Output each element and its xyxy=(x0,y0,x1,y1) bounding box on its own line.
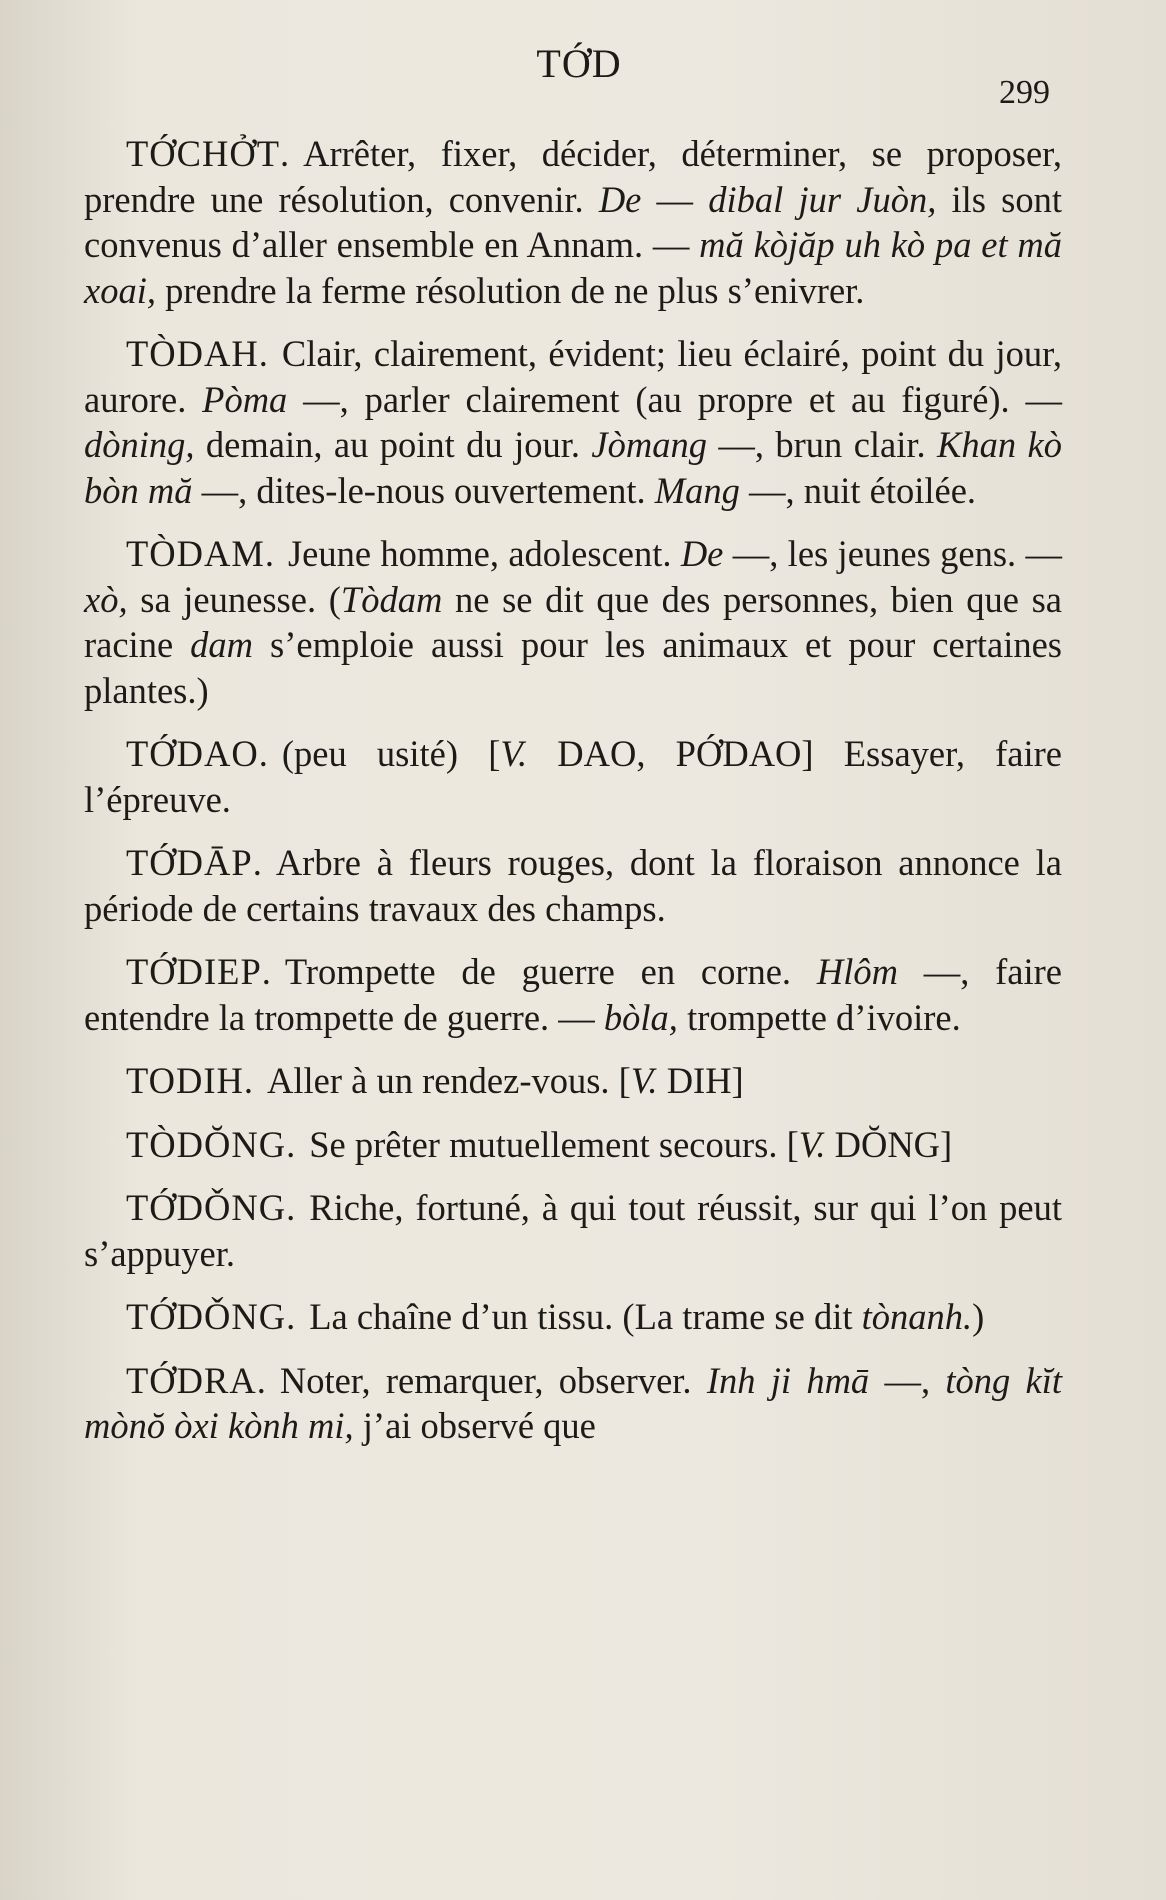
entry-text: —, xyxy=(869,1359,946,1401)
entry-text: (peu usité) [ xyxy=(281,733,501,774)
entry-text: DŎNG] xyxy=(825,1123,953,1165)
entry-text: Noter, remarquer, observer. xyxy=(279,1359,707,1401)
entry-italic-text: V. xyxy=(500,733,528,774)
entry-text: Arbre à fleurs rouges, dont la floraison annonce la période de certains travaux des champs. xyxy=(84,842,1062,929)
entry-text: DIH] xyxy=(657,1060,744,1101)
entry-headword: TỚDRA xyxy=(126,1359,257,1401)
dictionary-entry: TÒDŎNG. Se prêter mutuellement secours. [V. DŎNG] xyxy=(126,1123,953,1165)
entry-text: Aller à un rendez-vous. [ xyxy=(267,1060,631,1101)
entry-headword: TỚDIEP xyxy=(126,951,262,992)
page-number: 299 xyxy=(999,74,1050,111)
entry-text: —, les jeunes gens. — xyxy=(723,533,1062,574)
entry-headword: TÒDŎNG xyxy=(126,1123,287,1165)
entry-italic-text: mă kòjăp uh kò pa et mă xoai, xyxy=(84,224,1062,311)
entry-italic-text: Inh ji hmā xyxy=(706,1359,870,1401)
entry-italic-text: tònanh. xyxy=(861,1296,973,1337)
entry-text: Trompette de guerre en corne. xyxy=(284,951,817,992)
dictionary-entry: TODIH. Aller à un rendez-vous. [V. DIH] xyxy=(126,1060,744,1101)
entry-text: — xyxy=(641,178,709,220)
entry-text: —, nuit étoilée. xyxy=(739,469,977,511)
entry-text: trompette d’ivoire. xyxy=(677,996,961,1038)
entry-headword: TỚDǑNG xyxy=(126,1187,287,1228)
entry-text: DAO, PỚDAO] Essayer, faire l’épreuve. xyxy=(84,733,1062,820)
entry-headword: TỚDAO xyxy=(126,733,259,774)
dictionary-entry: TỚDĀP. Arbre à fleurs rouges, dont la floraison annonce la période de certains travaux des champs. xyxy=(84,842,1062,929)
entry-italic-text: Jòmang xyxy=(591,424,707,465)
entry-text: —, parler clairement (au propre et au figuré). — xyxy=(287,378,1062,420)
entry-text: Arrêter, fixer, décider, déterminer, se proposer, prendre une résolution, convenir. xyxy=(84,133,1062,220)
entry-text: s’emploie aussi pour les animaux et pour certaines plantes.) xyxy=(84,624,1062,711)
dictionary-entry: TỚDAO. (peu usité) [V. DAO, PỚDAO] Essayer, faire l’épreuve. xyxy=(84,733,1062,820)
entry-list xyxy=(84,131,1062,1449)
entry-text: —, brun clair. xyxy=(706,424,938,465)
entry-headword: TÒDAH xyxy=(126,333,259,374)
entry-italic-text: Mang xyxy=(654,469,740,511)
entry-text: ils sont convenus d’aller ensemble en Annam. — xyxy=(84,178,1063,265)
entry-text: La chaîne d’un tissu. (La trame se dit xyxy=(309,1296,862,1337)
dictionary-entry: TỚDRA. Noter, remarquer, observer. Inh ji hmā —, tòng kĭt mònŏ òxi kònh mi, j’ai observé que xyxy=(84,1359,1063,1446)
entry-headword: TỚDĀP xyxy=(126,842,253,883)
entry-headword: TỚCHỞT xyxy=(126,133,281,174)
dictionary-entry: TÒDAH. Clair, clairement, évident; lieu éclairé, point du jour, aurore. Pòma —, parler clairement (au propre et au figuré). — dòning, demain, au point du jour. Jòmang —, brun clair. Khan kò bòn mă —, dites-le-nous ouvertement. Mang —, nuit étoilée. xyxy=(84,333,1062,511)
entry-text: j’ai observé que xyxy=(353,1405,596,1446)
entry-text: —, dites-le-nous ouvertement. xyxy=(192,469,655,511)
entry-italic-text: tòng kĭt mònŏ òxi kònh mi, xyxy=(84,1359,1063,1446)
entry-text: Jeune homme, adolescent. xyxy=(287,533,681,574)
dictionary-entry: TỚDǑNG. Riche, fortuné, à qui tout réussit, sur qui l’on peut s’appuyer. xyxy=(84,1187,1062,1274)
entry-italic-text: Hlôm xyxy=(816,951,898,992)
dictionary-entry: TỚCHỞT. Arrêter, fixer, décider, déterminer, se proposer, prendre une résolution, convenir. De — dibal jur Juòn, ils sont convenus d’aller ensemble en Annam. — mă kòjăp uh kò pa et mă xoai, prendre la ferme résolution de ne plus s’enivrer. xyxy=(84,133,1063,311)
entry-italic-text: dòning, xyxy=(84,424,195,465)
entry-italic-text: xò, xyxy=(84,578,128,620)
entry-text: ) xyxy=(972,1296,985,1337)
entry-text: demain, au point du jour. xyxy=(194,424,592,465)
entry-italic-text: V. xyxy=(798,1123,826,1165)
dictionary-entry: TÒDAM. Jeune homme, adolescent. De —, les jeunes gens. — xò, sa jeunesse. (Tòdam ne se dit que des personnes, bien que sa racine dam s’emploie aussi pour les animaux et pour certaines plantes.) xyxy=(84,533,1062,711)
entry-text: sa jeunesse. ( xyxy=(127,578,341,620)
entry-italic-text: Tòdam xyxy=(340,578,443,620)
entry-text: —, faire entendre la trompette de guerre. — xyxy=(84,951,1062,1038)
entry-italic-text: V. xyxy=(630,1060,658,1101)
entry-italic-text: De xyxy=(680,533,724,574)
entry-text: Clair, clairement, évident; lieu éclairé, point du jour, aurore. xyxy=(84,333,1062,420)
entry-italic-text: Khan kò bòn mă xyxy=(84,424,1062,511)
entry-italic-text: dibal jur Juòn, xyxy=(708,178,937,220)
dictionary-entry: TỚDIEP. Trompette de guerre en corne. Hlôm —, faire entendre la trompette de guerre. — bòla, trompette d’ivoire. xyxy=(84,951,1062,1038)
entry-italic-text: Pòma xyxy=(202,378,288,420)
entry-headword: TÒDAM xyxy=(126,533,265,574)
entry-italic-text: dam xyxy=(190,624,254,665)
entry-text: Se prêter mutuellement secours. [ xyxy=(309,1123,799,1165)
dictionary-entry: TỚDǑNG. La chaîne d’un tissu. (La trame se dit tònanh.) xyxy=(126,1296,985,1337)
entry-italic-text: De xyxy=(598,178,642,220)
entry-headword: TỚDǑNG xyxy=(126,1296,287,1337)
entry-headword: TODIH xyxy=(126,1060,244,1101)
entry-text: ne se dit que des personnes, bien que sa racine xyxy=(84,578,1062,665)
entry-italic-text: bòla, xyxy=(603,996,678,1038)
entry-text: Riche, fortuné, à qui tout réussit, sur qui l’on peut s’appuyer. xyxy=(84,1187,1062,1274)
entry-text: prendre la ferme résolution de ne plus s’enivrer. xyxy=(155,269,865,311)
running-head: TỚD xyxy=(536,41,622,86)
